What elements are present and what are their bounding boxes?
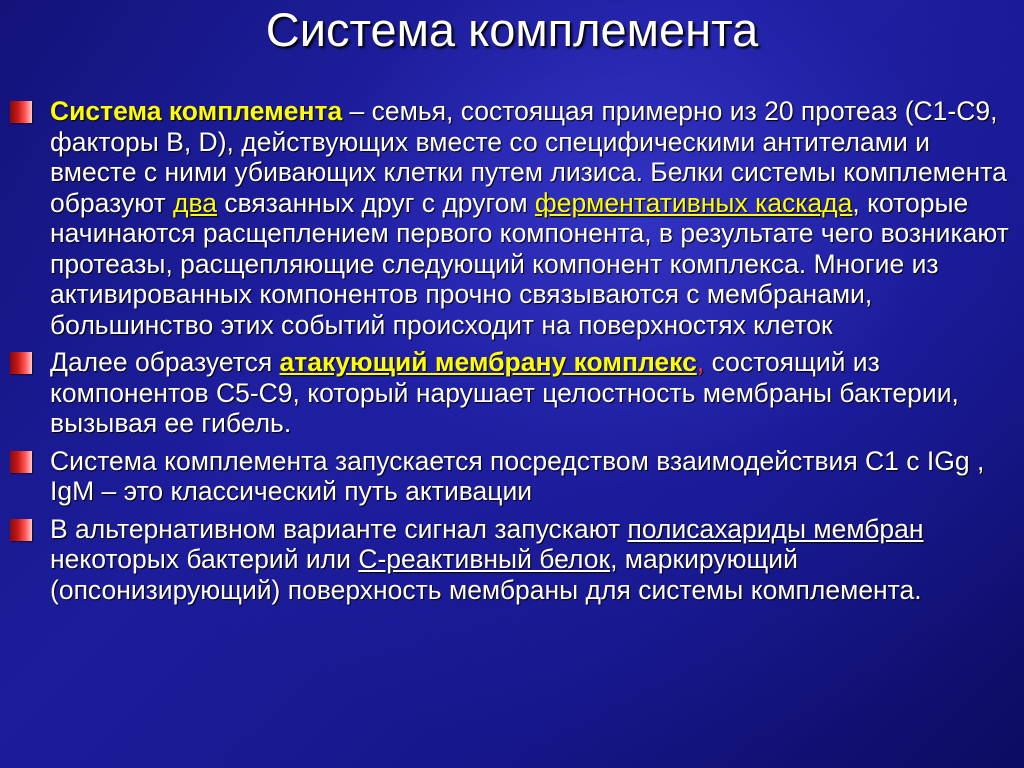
square-bullet-icon [10, 352, 32, 374]
bullet-text: , [696, 347, 705, 377]
slide-title: Система комплемента [265, 3, 759, 56]
underlined-term: ферментативных каскада [534, 187, 853, 218]
underlined-term: С-реактивный белок [358, 544, 611, 574]
square-bullet-icon [10, 101, 32, 123]
bullet-text: связанных друг с другом [216, 187, 535, 218]
highlighted-term: Система комплемента [50, 96, 343, 126]
bullet-item [10, 446, 1015, 507]
bullet-text: В альтернативном варианте сигнал запускают [50, 513, 628, 544]
bullet-text: , маркирующий (опсонизирующий) поверхность мембраны для системы комплемента. [50, 544, 922, 605]
bullet-text: Система комплемента запускается посредством взаимодействия С1 с IGg , IgM – это классический путь активации [50, 445, 985, 506]
slide-content [10, 96, 1015, 612]
bullet-text: некоторых бактерий или [50, 544, 359, 574]
bullet-text: , которые начинаются расщеплением первого компонента, в результате чего возникают протеазы, расщепляющие следующий компонент комплекса. Многие из активированных компонентов прочно связываются с мембранами, большинство этих событий происходит на поверхностях клеток [50, 187, 1009, 340]
bullet-item [10, 514, 1015, 606]
square-bullet-icon [10, 519, 32, 541]
bullet-text: – семья, состоящая примерно из 20 протеаз (С1-С9, факторы В, D), действующих вместе со специфическими антителами и вместе с ними убивающих клетки путем лизиса. Белки системы комплемента образуют [50, 96, 1007, 218]
square-bullet-icon [10, 451, 32, 473]
bullet-text: состоящий из компонентов С5-С9, который нарушает целостность мембраны бактерии, вызывая ее гибель. [50, 347, 959, 438]
highlighted-term: атакующий мембрану комплекс [279, 347, 697, 377]
bullet-text: Далее образуется [50, 347, 280, 377]
underlined-term: полисахариды мембран [627, 513, 924, 544]
bullet-item [10, 96, 1015, 340]
underlined-term: два [173, 187, 217, 218]
bullet-item [10, 347, 1015, 439]
